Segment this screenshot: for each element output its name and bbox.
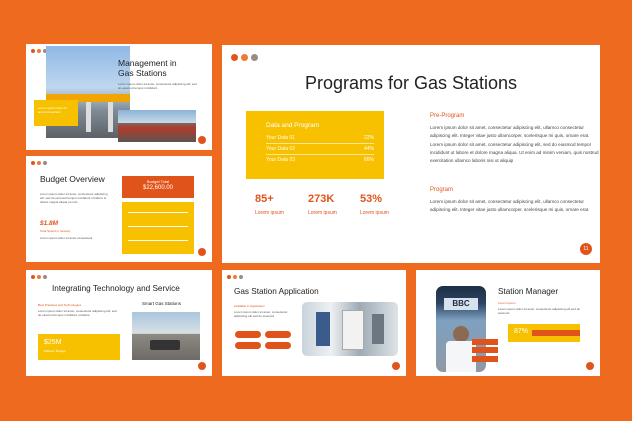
slide-dots xyxy=(231,54,258,61)
body-text: Lorem ipsum dolor sit amet, consectetur adipiscing elit, sed do eiusmod tempor incididunt ut labore et dolore magna aliqua ut enim xyxy=(40,192,108,204)
page-number-badge xyxy=(198,248,206,256)
data-row: Your Data 03 66% xyxy=(266,157,374,163)
stat-label: Total Spend in January xyxy=(40,229,71,233)
pre-program-text: Lorem ipsum dolor sit amet, consectetur adipiscing elit, ullamco consectetur adipiscing elit. Integer vitae justo ullamcorper, scelerisque mi quis, ornare erat. Lorem ipsum dolor sit amet, consectetur adipiscing elit, sed do eiusmod tempor incididunt ut labore et dolore magna aliqua. Ut enim ad minim veniam, quis nostrud exercitation ullamco laboris nisi ut aliquip xyxy=(430,125,599,164)
box-label: Platform Budget xyxy=(44,349,66,353)
subheading: Available in Application xyxy=(234,304,265,308)
contact-tag xyxy=(472,347,498,353)
body-text: Lorem ipsum dolor sit amet, consectetur adipiscing elit, sed do eiusmod tempor incididunt xyxy=(118,82,197,90)
contact-tag xyxy=(472,356,498,362)
subheading: Best Practices and Technologies xyxy=(38,303,82,307)
data-row: Your Data 01 22% xyxy=(266,135,374,141)
stat-value-1: 85+ xyxy=(255,193,274,205)
slide-dots xyxy=(227,275,243,279)
slide-application-thumbnail[interactable] xyxy=(222,270,406,376)
slide-programs-main[interactable] xyxy=(222,45,600,263)
app-button[interactable] xyxy=(265,331,291,338)
body-text: Lorem ipsum dolor sit amet consectetur xyxy=(40,236,93,240)
slide-dots xyxy=(31,275,47,279)
stat-label-3: Lorem ipsum xyxy=(360,210,389,216)
data-box-title: Data and Program xyxy=(266,122,320,129)
page-number-badge xyxy=(392,362,400,370)
body-text: Lorem ipsum dolor sit amet, consectetur adipiscing elit sed do eiusmod xyxy=(234,310,288,318)
body-text: Lorem ipsum dolor sit amet, consectetur adipiscing elit, sed do eiusmod tempor incididunt ut labore xyxy=(38,309,117,317)
slide-title: Budget Overview xyxy=(40,174,105,184)
page-number-badge xyxy=(586,362,594,370)
slide-manager-thumbnail[interactable] xyxy=(416,270,600,376)
slide-title: Programs for Gas Stations xyxy=(304,73,518,93)
page-number-badge xyxy=(198,136,206,144)
slide-title: Gas Station Application xyxy=(234,287,319,296)
yellow-text-box xyxy=(34,100,78,126)
box-text: Lorem ipsum dolor sit amet consectetur xyxy=(38,106,67,114)
data-program-box xyxy=(246,111,384,179)
budget-total-value: $22,600.00 xyxy=(142,185,174,191)
subheading: Lorem Ipsum xyxy=(498,301,516,305)
fuel-pump-photo xyxy=(302,302,398,356)
stat-value: $1.8M xyxy=(40,220,59,227)
slide-budget-thumbnail[interactable] xyxy=(26,156,212,262)
slide-integrating-thumbnail[interactable] xyxy=(26,270,212,376)
app-button[interactable] xyxy=(235,342,261,349)
page-number-badge: 11 xyxy=(580,243,592,255)
orange-bar xyxy=(532,330,580,336)
stat-value-3: 53% xyxy=(360,193,383,205)
slide-title: Integrating Technology and Service xyxy=(52,284,180,293)
box-value: 87% xyxy=(514,328,529,335)
slide-title: Station Manager xyxy=(498,287,559,296)
image-caption: Smart Gas Stations xyxy=(142,301,182,306)
value-box xyxy=(38,334,120,360)
station-building-photo xyxy=(118,110,196,142)
slide-management-thumbnail[interactable] xyxy=(26,44,212,150)
app-button[interactable] xyxy=(265,342,291,349)
stat-value-2: 273K xyxy=(308,193,335,205)
contact-tag xyxy=(472,339,498,345)
budget-total-box xyxy=(122,176,194,198)
program-text: Lorem ipsum dolor sit amet, consectetur adipiscing elit, ullamco consectetur adipiscing elit. Integer vitae justo ullamcorper, scelerisque mi quis, ornare erat. xyxy=(430,199,590,213)
street-station-photo xyxy=(132,312,200,360)
pre-program-heading: Pre-Program xyxy=(430,113,465,119)
budget-total-label: Budget Total xyxy=(146,179,170,184)
slide-dots xyxy=(31,161,47,165)
stat-label-1: Lorem ipsum xyxy=(255,210,284,216)
app-button[interactable] xyxy=(235,331,261,338)
slide-dots xyxy=(31,49,47,53)
stat-label-2: Lorem ipsum xyxy=(308,210,337,216)
body-text: Lorem ipsum dolor sit amet, consectetur adipiscing elit sed do eiusmod xyxy=(498,307,581,315)
data-row: Your Data 02 44% xyxy=(266,146,374,152)
budget-table xyxy=(122,202,194,254)
station-logo: BBC xyxy=(444,298,478,310)
page-number-badge xyxy=(198,362,206,370)
slide-title: Management in Gas Stations xyxy=(118,58,177,78)
box-value: $25M xyxy=(44,339,62,346)
program-heading: Program xyxy=(430,187,454,193)
